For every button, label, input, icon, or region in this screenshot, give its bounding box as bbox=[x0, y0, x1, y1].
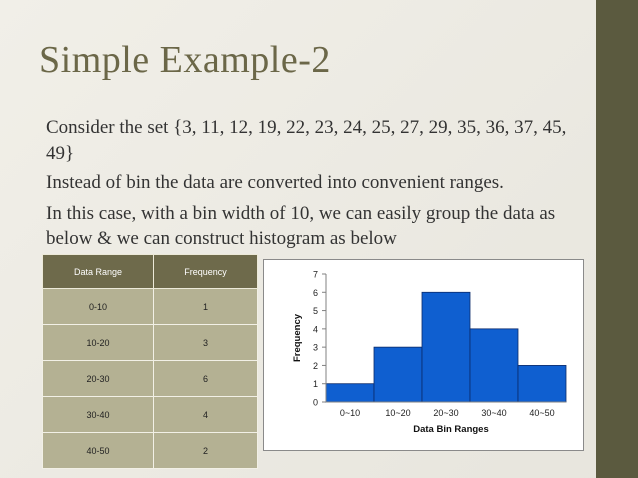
y-tick-label: 5 bbox=[312, 306, 318, 317]
bullet-paragraph-3 bbox=[46, 202, 591, 251]
bullet-text-1: Consider the set {3, 11, 12, 19, 22, 23, 24, 25, 27, 29, 35, 36, 37, 45, 49} bbox=[46, 117, 567, 164]
slide-right-band bbox=[596, 0, 638, 478]
histogram-bar bbox=[422, 292, 470, 402]
table-cell-frequency: 4 bbox=[154, 397, 258, 433]
table-cell-range: 0-10 bbox=[43, 289, 154, 325]
histogram-bar bbox=[374, 347, 422, 402]
histogram-bar bbox=[326, 384, 374, 402]
y-tick-label: 6 bbox=[312, 287, 318, 298]
bullet-paragraph-2 bbox=[46, 171, 591, 197]
table-row bbox=[43, 361, 258, 397]
histogram-bar bbox=[470, 329, 518, 402]
table-header-row bbox=[43, 255, 258, 289]
table-cell-range: 40-50 bbox=[43, 433, 154, 469]
table-row bbox=[43, 397, 258, 433]
x-tick-label: 30~40 bbox=[481, 408, 507, 418]
table-cell-frequency: 2 bbox=[154, 433, 258, 469]
table-cell-range: 30-40 bbox=[43, 397, 154, 433]
y-tick-label: 1 bbox=[312, 379, 318, 390]
histogram-chart bbox=[263, 259, 584, 451]
x-tick-label: 0~10 bbox=[339, 408, 361, 418]
table-cell-range: 10-20 bbox=[43, 325, 154, 361]
table-header-data-range: Data Range bbox=[43, 255, 154, 289]
y-tick-label: 4 bbox=[312, 324, 318, 335]
y-axis-ticks bbox=[313, 270, 326, 408]
table-row bbox=[43, 325, 258, 361]
table-header-frequency: Frequency bbox=[154, 255, 258, 289]
table-cell-frequency: 6 bbox=[154, 361, 258, 397]
histogram-bar bbox=[518, 365, 566, 402]
table-cell-frequency: 1 bbox=[154, 289, 258, 325]
y-tick-label: 0 bbox=[312, 397, 318, 408]
bars-group bbox=[326, 292, 566, 402]
y-axis-label: Frequency bbox=[292, 313, 303, 363]
x-tick-label: 10~20 bbox=[385, 408, 411, 418]
bullet-text-3: In this case, with a bin width of 10, we can easily group the data as below & we can construct histogram as below bbox=[46, 202, 556, 249]
table-row bbox=[43, 289, 258, 325]
table-row bbox=[43, 433, 258, 469]
slide-body bbox=[46, 116, 591, 256]
bullet-paragraph-1 bbox=[46, 116, 591, 165]
frequency-table bbox=[42, 254, 258, 469]
slide-title: Simple Example-2 bbox=[39, 39, 331, 81]
x-axis-label: Data Bin Ranges bbox=[413, 424, 489, 435]
y-tick-label: 2 bbox=[312, 360, 318, 371]
y-tick-label: 3 bbox=[312, 342, 318, 353]
x-tick-label: 20~30 bbox=[433, 408, 459, 418]
x-axis-ticks bbox=[340, 408, 555, 418]
bullet-text-2: Instead of bin the data are converted into convenient ranges. bbox=[46, 171, 504, 193]
x-tick-label: 40~50 bbox=[529, 408, 555, 418]
histogram-svg bbox=[264, 260, 583, 450]
y-tick-label: 7 bbox=[312, 269, 318, 280]
table-cell-range: 20-30 bbox=[43, 361, 154, 397]
table-cell-frequency: 3 bbox=[154, 325, 258, 361]
